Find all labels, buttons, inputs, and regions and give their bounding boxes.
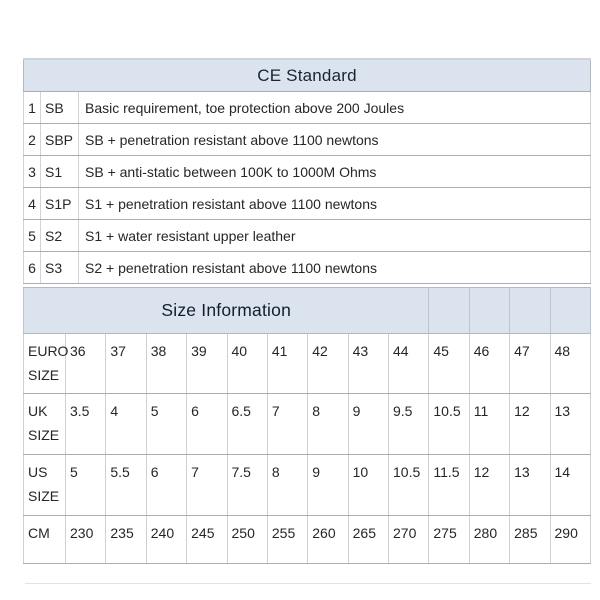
size-value-cell: 11 <box>469 394 509 455</box>
ce-row-number: 6 <box>24 252 41 284</box>
size-row-label: UK SIZE <box>24 394 66 455</box>
size-value-cell: 255 <box>267 516 307 564</box>
ce-row-code: S1P <box>41 188 79 220</box>
size-value-cell: 4 <box>106 394 146 455</box>
ce-row-desc: SB + penetration resistant above 1100 newtons <box>79 124 591 156</box>
bottom-divider <box>25 583 591 584</box>
size-row-label: EURO SIZE <box>24 334 66 394</box>
size-value-cell: 245 <box>187 516 227 564</box>
table-row <box>24 92 591 124</box>
table-row <box>24 188 591 220</box>
size-value-cell: 270 <box>389 516 429 564</box>
size-value-cell: 13 <box>510 455 550 516</box>
size-value-cell: 48 <box>550 334 591 394</box>
size-value-cell: 40 <box>227 334 267 394</box>
size-value-cell: 38 <box>146 334 186 394</box>
size-value-cell: 275 <box>429 516 469 564</box>
size-value-cell: 10 <box>348 455 388 516</box>
size-value-cell: 45 <box>429 334 469 394</box>
size-value-cell: 12 <box>510 394 550 455</box>
table-row-us-size <box>24 455 591 516</box>
size-value-cell: 6.5 <box>227 394 267 455</box>
size-value-cell: 46 <box>469 334 509 394</box>
size-value-cell: 8 <box>267 455 307 516</box>
ce-row-number: 3 <box>24 156 41 188</box>
size-value-cell: 260 <box>308 516 348 564</box>
size-header-empty-cell <box>510 288 550 334</box>
size-value-cell: 5 <box>66 455 106 516</box>
size-value-cell: 9 <box>348 394 388 455</box>
ce-row-desc: Basic requirement, toe protection above 200 Joules <box>79 92 591 124</box>
size-value-cell: 12 <box>469 455 509 516</box>
size-value-cell: 43 <box>348 334 388 394</box>
table-row <box>24 220 591 252</box>
table-row <box>24 252 591 284</box>
size-value-cell: 7 <box>187 455 227 516</box>
table-row-euro-size <box>24 334 591 394</box>
table-row-cm <box>24 516 591 564</box>
size-header-empty-cell <box>469 288 509 334</box>
size-header-empty-cell <box>429 288 469 334</box>
size-value-cell: 39 <box>187 334 227 394</box>
size-value-cell: 9 <box>308 455 348 516</box>
ce-header-row <box>24 59 591 92</box>
size-value-cell: 7.5 <box>227 455 267 516</box>
size-row-label: CM <box>24 516 66 564</box>
ce-standard-title: CE Standard <box>24 59 591 92</box>
size-value-cell: 47 <box>510 334 550 394</box>
size-value-cell: 265 <box>348 516 388 564</box>
table-row-uk-size <box>24 394 591 455</box>
size-header-empty-cell <box>550 288 591 334</box>
size-value-cell: 37 <box>106 334 146 394</box>
size-value-cell: 230 <box>66 516 106 564</box>
size-value-cell: 240 <box>146 516 186 564</box>
size-value-cell: 5.5 <box>106 455 146 516</box>
size-value-cell: 3.5 <box>66 394 106 455</box>
size-value-cell: 280 <box>469 516 509 564</box>
ce-row-number: 4 <box>24 188 41 220</box>
size-value-cell: 7 <box>267 394 307 455</box>
size-value-cell: 11.5 <box>429 455 469 516</box>
size-information-table <box>23 287 591 564</box>
size-value-cell: 250 <box>227 516 267 564</box>
size-value-cell: 8 <box>308 394 348 455</box>
size-information-title: Size Information <box>24 288 429 334</box>
size-value-cell: 42 <box>308 334 348 394</box>
size-header-row <box>24 288 591 334</box>
ce-row-number: 1 <box>24 92 41 124</box>
size-value-cell: 5 <box>146 394 186 455</box>
size-value-cell: 290 <box>550 516 591 564</box>
size-row-label: US SIZE <box>24 455 66 516</box>
size-value-cell: 6 <box>146 455 186 516</box>
ce-row-number: 2 <box>24 124 41 156</box>
size-value-cell: 235 <box>106 516 146 564</box>
size-value-cell: 6 <box>187 394 227 455</box>
ce-row-desc: S1 + water resistant upper leather <box>79 220 591 252</box>
ce-row-code: S3 <box>41 252 79 284</box>
ce-row-desc: SB + anti-static between 100K to 1000M Ohms <box>79 156 591 188</box>
size-value-cell: 13 <box>550 394 591 455</box>
ce-row-code: S1 <box>41 156 79 188</box>
size-value-cell: 41 <box>267 334 307 394</box>
ce-row-code: SB <box>41 92 79 124</box>
size-value-cell: 10.5 <box>389 455 429 516</box>
ce-row-number: 5 <box>24 220 41 252</box>
table-row <box>24 124 591 156</box>
size-value-cell: 285 <box>510 516 550 564</box>
ce-row-code: S2 <box>41 220 79 252</box>
ce-row-desc: S1 + penetration resistant above 1100 newtons <box>79 188 591 220</box>
ce-row-desc: S2 + penetration resistant above 1100 newtons <box>79 252 591 284</box>
size-value-cell: 9.5 <box>389 394 429 455</box>
size-value-cell: 14 <box>550 455 591 516</box>
ce-standard-table <box>23 58 591 284</box>
size-value-cell: 36 <box>66 334 106 394</box>
size-value-cell: 10.5 <box>429 394 469 455</box>
table-row <box>24 156 591 188</box>
size-value-cell: 44 <box>389 334 429 394</box>
ce-row-code: SBP <box>41 124 79 156</box>
